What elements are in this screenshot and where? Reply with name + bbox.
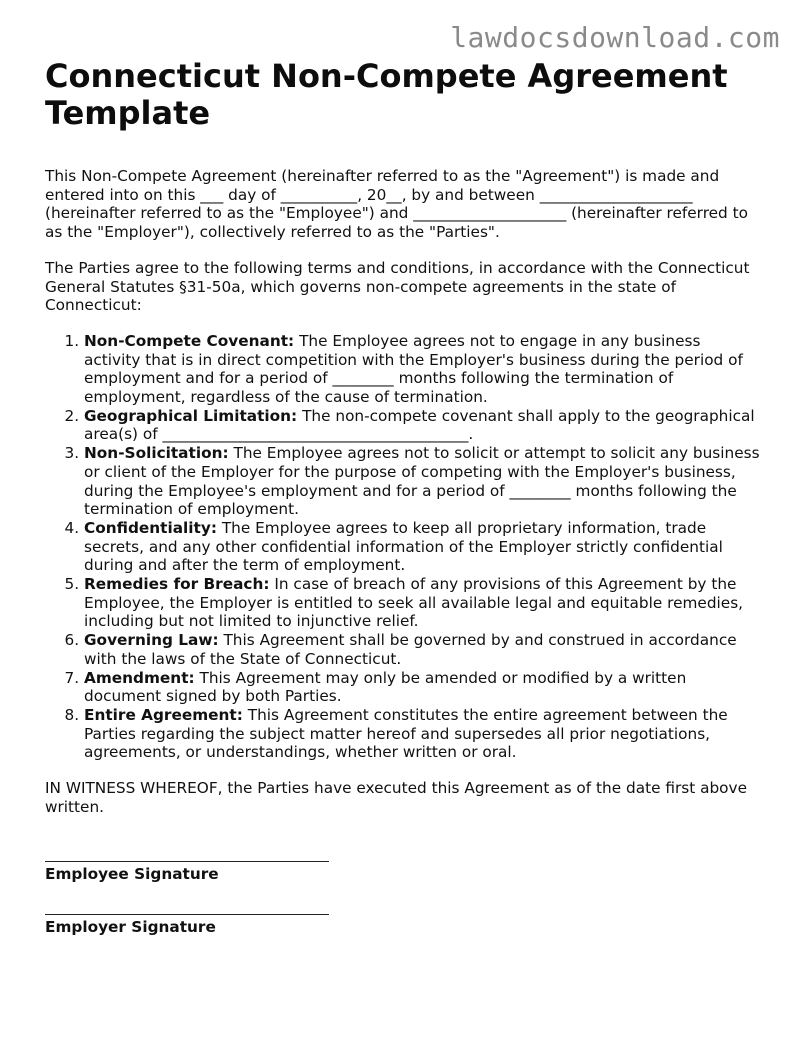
parties-paragraph: The Parties agree to the following terms and conditions, in accordance with the Connecticut General Statutes §31-50a, which governs non-compete agreements in the state of Connecticut: bbox=[45, 258, 750, 315]
employer-signature-line[interactable] bbox=[45, 900, 329, 915]
employee-signature-line[interactable] bbox=[45, 847, 329, 862]
term-text: The Employee agrees not to engage in any business activity that is in direct competition with the Employer's business during the period of employment and for a period of ________ months following the termination of employment, regardless of the cause of termination. bbox=[84, 331, 743, 407]
term-heading: Remedies for Breach: bbox=[84, 575, 270, 594]
term-heading: Non-Compete Covenant: bbox=[84, 331, 295, 350]
term-heading: Non-Solicitation: bbox=[84, 444, 229, 463]
term-text: This Agreement shall be governed by and construed in accordance with the laws of the State of Connecticut. bbox=[84, 631, 737, 668]
term-item bbox=[84, 407, 760, 444]
term-text: This Agreement constitutes the entire agreement between the Parties regarding the subject matter hereof and supersedes all prior negotiations, agreements, or understandings, whether written or oral. bbox=[84, 705, 728, 762]
employee-signature-label: Employee Signature bbox=[45, 864, 219, 883]
term-heading: Geographical Limitation: bbox=[84, 406, 298, 425]
term-text: The non-compete covenant shall apply to the geographical area(s) of ________________________________________. bbox=[84, 406, 755, 444]
watermark: lawdocsdownload.com bbox=[450, 21, 780, 54]
term-item bbox=[84, 444, 760, 519]
term-item bbox=[84, 332, 760, 407]
term-heading: Confidentiality: bbox=[84, 518, 217, 537]
intro-paragraph: This Non-Compete Agreement (hereinafter referred to as the "Agreement") is made and entered into on this ___ day of __________, 20__, by and between ____________________ (hereinafter referred to as the "Employee") and ____________________ (hereinafter referred to as the "Employer"), collectively referred to as the "Parties". bbox=[45, 167, 748, 242]
term-text: The Employee agrees to keep all proprietary information, trade secrets, and any other confidential information of the Employer strictly confidential during and after the term of employment. bbox=[84, 518, 723, 575]
term-text: This Agreement may only be amended or modified by a written document signed by both Parties. bbox=[84, 668, 687, 706]
term-heading: Governing Law: bbox=[84, 631, 219, 650]
witness-paragraph: IN WITNESS WHEREOF, the Parties have executed this Agreement as of the date first above written. bbox=[45, 779, 747, 816]
term-heading: Amendment: bbox=[84, 668, 195, 687]
term-item bbox=[84, 706, 760, 762]
term-item bbox=[84, 631, 760, 668]
employer-signature-block bbox=[45, 900, 760, 937]
employee-signature-block bbox=[45, 847, 760, 884]
term-item bbox=[84, 669, 760, 706]
term-heading: Entire Agreement: bbox=[84, 705, 243, 724]
term-item bbox=[84, 519, 760, 575]
term-text: The Employee agrees not to solicit or attempt to solicit any business or client of the Employer for the purpose of competing with the Employer's business, during the Employee's employment and for a period of ________ months following the termination of employment. bbox=[84, 444, 760, 519]
document-body bbox=[45, 58, 760, 937]
term-item bbox=[84, 575, 760, 631]
page-title: Connecticut Non-Compete Agreement Template bbox=[45, 57, 728, 132]
terms-list bbox=[45, 332, 760, 762]
employer-signature-label: Employer Signature bbox=[45, 917, 216, 936]
term-text: In case of breach of any provisions of this Agreement by the Employee, the Employer is entitled to seek all available legal and equitable remedies, including but not limited to injunctive relief. bbox=[84, 575, 744, 631]
